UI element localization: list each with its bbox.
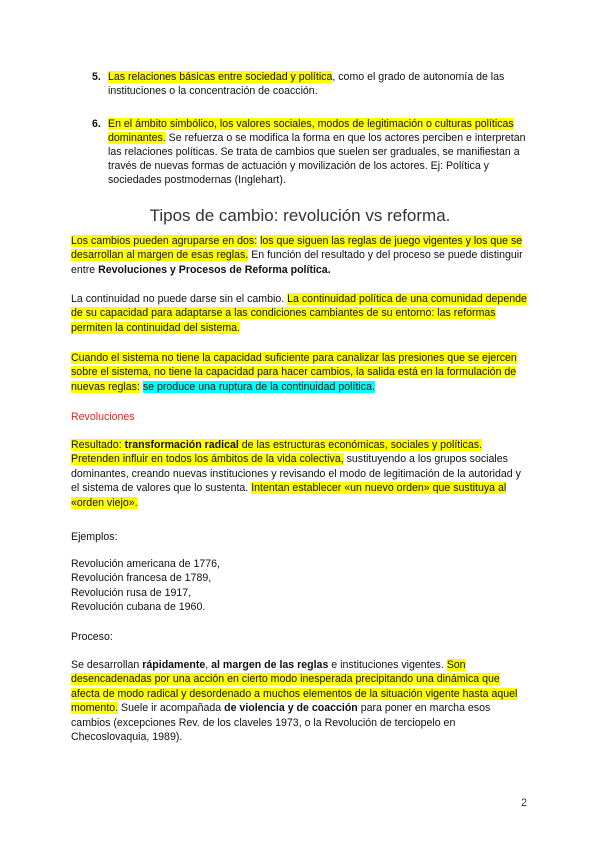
list-item-text	[108, 70, 532, 98]
highlighted-text: Son desencadenadas por una acción en cierto modo inesperada precipitando una dinámica que afecta de modo radical y desordenado a muchos elementos de la situación vigente hasta aquel momento.	[71, 659, 518, 715]
plain-text: Suele ir acompañada	[118, 702, 225, 715]
highlighted-text: Resultado:	[71, 439, 125, 451]
paragraph-proceso	[71, 658, 531, 744]
revoluciones-heading: Revoluciones	[71, 411, 135, 423]
bold-text: al margen de las reglas	[211, 659, 329, 671]
highlighted-text: de las estructuras económicas, sociales y políticas. Pretenden influir en todos los ámbitos de la vida colectiva,	[71, 439, 482, 466]
proceso-label: Proceso:	[71, 631, 113, 643]
highlighted-text: los que siguen las reglas de juego vigentes y los que se desarrollan al margen de esas reglas.	[71, 235, 523, 262]
paragraph-tipos-de-cambio	[71, 234, 531, 277]
plain-text: sustituyendo a los grupos sociales dominantes, creando nuevas instituciones y revisando el modo de legitimación de la autoridad y el sistema de valores que lo sustenta.	[71, 453, 521, 495]
example-item: Revolución francesa de 1789,	[71, 572, 212, 585]
list-number: 6.	[92, 118, 101, 130]
bold-text: Revoluciones y Procesos de Reforma política.	[98, 263, 331, 276]
section-title: Tipos de cambio: revolución vs reforma.	[149, 206, 451, 225]
highlighted-text: Cuando el sistema no tiene la capacidad suficiente para canalizar las presiones que se ejercen sobre el sistema, no tiene la capacidad para hacer cambios, la salida está en la formulación de nuevas reglas:	[71, 352, 517, 393]
plain-text: e instituciones vigentes.	[328, 659, 447, 671]
plain-text: , como el grado de autonomía de las instituciones o la concentración de coacción.	[108, 71, 505, 97]
plain-text: ,	[205, 659, 212, 671]
highlighted-text: Las relaciones básicas entre sociedad y política	[108, 71, 333, 83]
examples-list	[71, 557, 531, 615]
ejemplos-label: Ejemplos:	[71, 531, 118, 543]
list-number: 5.	[92, 71, 101, 83]
example-item: Revolución rusa de 1917,	[71, 586, 192, 599]
cyan-highlighted-text: se produce una ruptura de la continuidad política.	[142, 380, 375, 393]
page-number: 2	[521, 797, 527, 809]
plain-text: para poner en marcha esos cambios (excepciones Rev. de los claveles 1973, o la Revolución de terciopelo en Checoslovaquia, 1989).	[71, 702, 491, 744]
plain-text: Se desarrollan	[71, 659, 143, 671]
plain-text: En función del resultado y del proceso se puede distinguir entre	[71, 249, 523, 276]
example-item: Revolución cubana de 1960.	[71, 601, 206, 614]
list-item-text	[108, 117, 532, 187]
highlighted-text: En el ámbito simbólico, los valores sociales, modos de legitimación o culturas políticas dominantes.	[108, 118, 514, 144]
highlighted-text: Intentan establecer «un nuevo orden» que sustituya al «orden viejo».	[71, 482, 507, 509]
paragraph-ruptura	[71, 351, 531, 394]
highlighted-text: La continuidad política de una comunidad depende de su capacidad para adaptarse a las condiciones cambiantes de su entorno: las reformas permiten la continuidad del sistema.	[71, 293, 527, 334]
plain-text: Se refuerza o se modifica la forma en que los actores perciben e interpretan las relaciones políticas. Se trata de cambios que suelen ser graduales, se manifiestan a través de nuevas formas de actuación y movilización de los actores. Ej: Política y sociedades postmodernas (Inglehart).	[108, 132, 526, 186]
paragraph-continuidad	[71, 292, 531, 335]
example-item: Revolución americana de 1776,	[71, 558, 220, 570]
bold-highlighted-text: transformación radical	[124, 439, 239, 451]
bold-text: rápidamente	[142, 659, 206, 671]
bold-text: de violencia y de coacción	[224, 702, 358, 715]
plain-text: La continuidad no puede darse sin el cambio.	[71, 293, 288, 305]
paragraph-resultado	[71, 438, 531, 510]
highlighted-text: Los cambios pueden agruparse en dos:	[71, 235, 258, 247]
